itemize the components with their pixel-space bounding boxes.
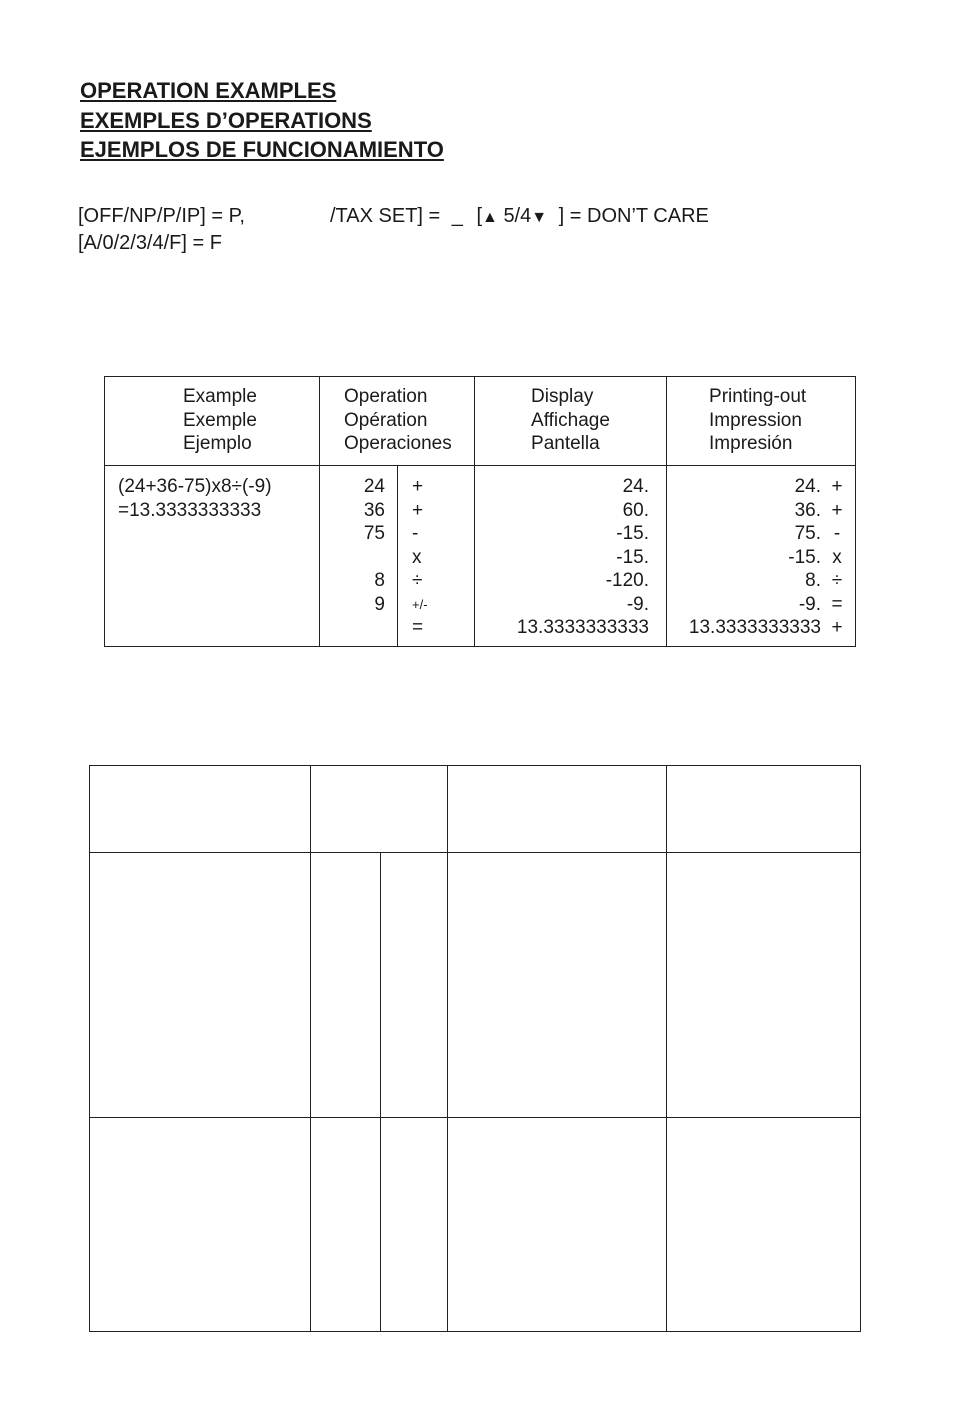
blank-header-operation (311, 766, 448, 853)
blank-header-printing-out (667, 766, 861, 853)
example-result: =13.3333333333 (118, 499, 262, 521)
operation-key: x (412, 546, 422, 568)
mode-setting: [OFF/NP/P/IP] = P, (78, 205, 245, 227)
header-example: Example Exemple Ejemplo (105, 377, 320, 466)
printed-value: 36. (794, 499, 822, 521)
blank-cell (381, 853, 448, 1118)
header-display: Display Affichage Pantella (475, 377, 667, 466)
example-expression: (24+36-75)x8÷(-9) (118, 476, 272, 497)
header-printing-out: Printing-out Impression Impresión (667, 377, 856, 466)
printed-symbol: + (831, 476, 843, 497)
operation-number (320, 546, 385, 570)
operation-number: 8 (374, 570, 385, 591)
operation-number: 9 (374, 593, 385, 615)
blank-example-table (89, 765, 861, 1332)
heading-french: EXEMPLES D’OPERATIONS (80, 108, 372, 133)
display-value: 13.3333333333 (516, 617, 650, 638)
printed-value: 24. (794, 476, 822, 497)
operation-key: - (412, 523, 419, 544)
display-value: 24. (622, 476, 650, 497)
operation-numbers (320, 466, 398, 647)
printed-value: 13.3333333333 (688, 617, 822, 638)
tax-setting-label: /TAX SET] = (330, 205, 441, 227)
printed-symbol: - (833, 523, 841, 544)
printed-value: -9. (798, 593, 822, 615)
display-value: 60. (622, 499, 650, 521)
heading-english: OPERATION EXAMPLES (80, 78, 337, 103)
printed-value: 8. (805, 570, 822, 591)
blank-cell (381, 1118, 448, 1332)
printed-symbol: + (831, 617, 843, 638)
rounding-setting: ] = DON’T CARE (558, 205, 709, 227)
operation-number: 36 (363, 499, 385, 521)
printed-symbol: x (832, 546, 842, 568)
operation-keys (398, 466, 475, 647)
example-cell (105, 466, 320, 647)
operation-key: ÷ (412, 570, 423, 591)
printed-symbol: = (831, 593, 843, 615)
blank-cell (448, 853, 667, 1118)
change-sign-key: +/- (412, 596, 428, 612)
operation-key: + (412, 499, 424, 521)
decimal-setting: [A/0/2/3/4/F] = F (78, 232, 222, 254)
printed-symbol: ÷ (831, 570, 843, 591)
printed-symbol: + (831, 499, 843, 521)
display-value: -15. (616, 523, 650, 544)
down-arrow-icon: ▼ (531, 209, 548, 226)
blank-cell (311, 1118, 381, 1332)
blank-header-example (90, 766, 311, 853)
blank-cell (667, 1118, 861, 1332)
display-value: -9. (626, 593, 650, 615)
operation-number: 24 (363, 476, 385, 497)
printing-out-values (667, 466, 856, 647)
operation-key: + (412, 476, 424, 497)
display-value: -15. (616, 546, 650, 568)
operation-number: 75 (363, 523, 385, 544)
blank-header-display (448, 766, 667, 853)
header-operation: Operation Opération Operaciones (320, 377, 475, 466)
blank-cell (90, 1118, 311, 1332)
tax-setting (330, 204, 709, 230)
blank-cell (311, 853, 381, 1118)
up-arrow-icon: ▲ (482, 209, 498, 226)
printed-value: 75. (794, 523, 822, 544)
operation-key: = (412, 617, 424, 638)
blank-cell (448, 1118, 667, 1332)
display-values (475, 466, 667, 647)
rounding-open: [ (476, 205, 483, 227)
rounding-value: 5/4 (503, 205, 532, 227)
heading-spanish: EJEMPLOS DE FUNCIONAMIENTO (80, 137, 444, 162)
operation-number (320, 616, 385, 640)
tax-cursor: _ (451, 205, 463, 227)
blank-cell (667, 853, 861, 1118)
display-value: -120. (605, 570, 650, 591)
blank-cell (90, 853, 311, 1118)
operation-example-table (104, 376, 856, 647)
printed-value: -15. (788, 546, 822, 568)
